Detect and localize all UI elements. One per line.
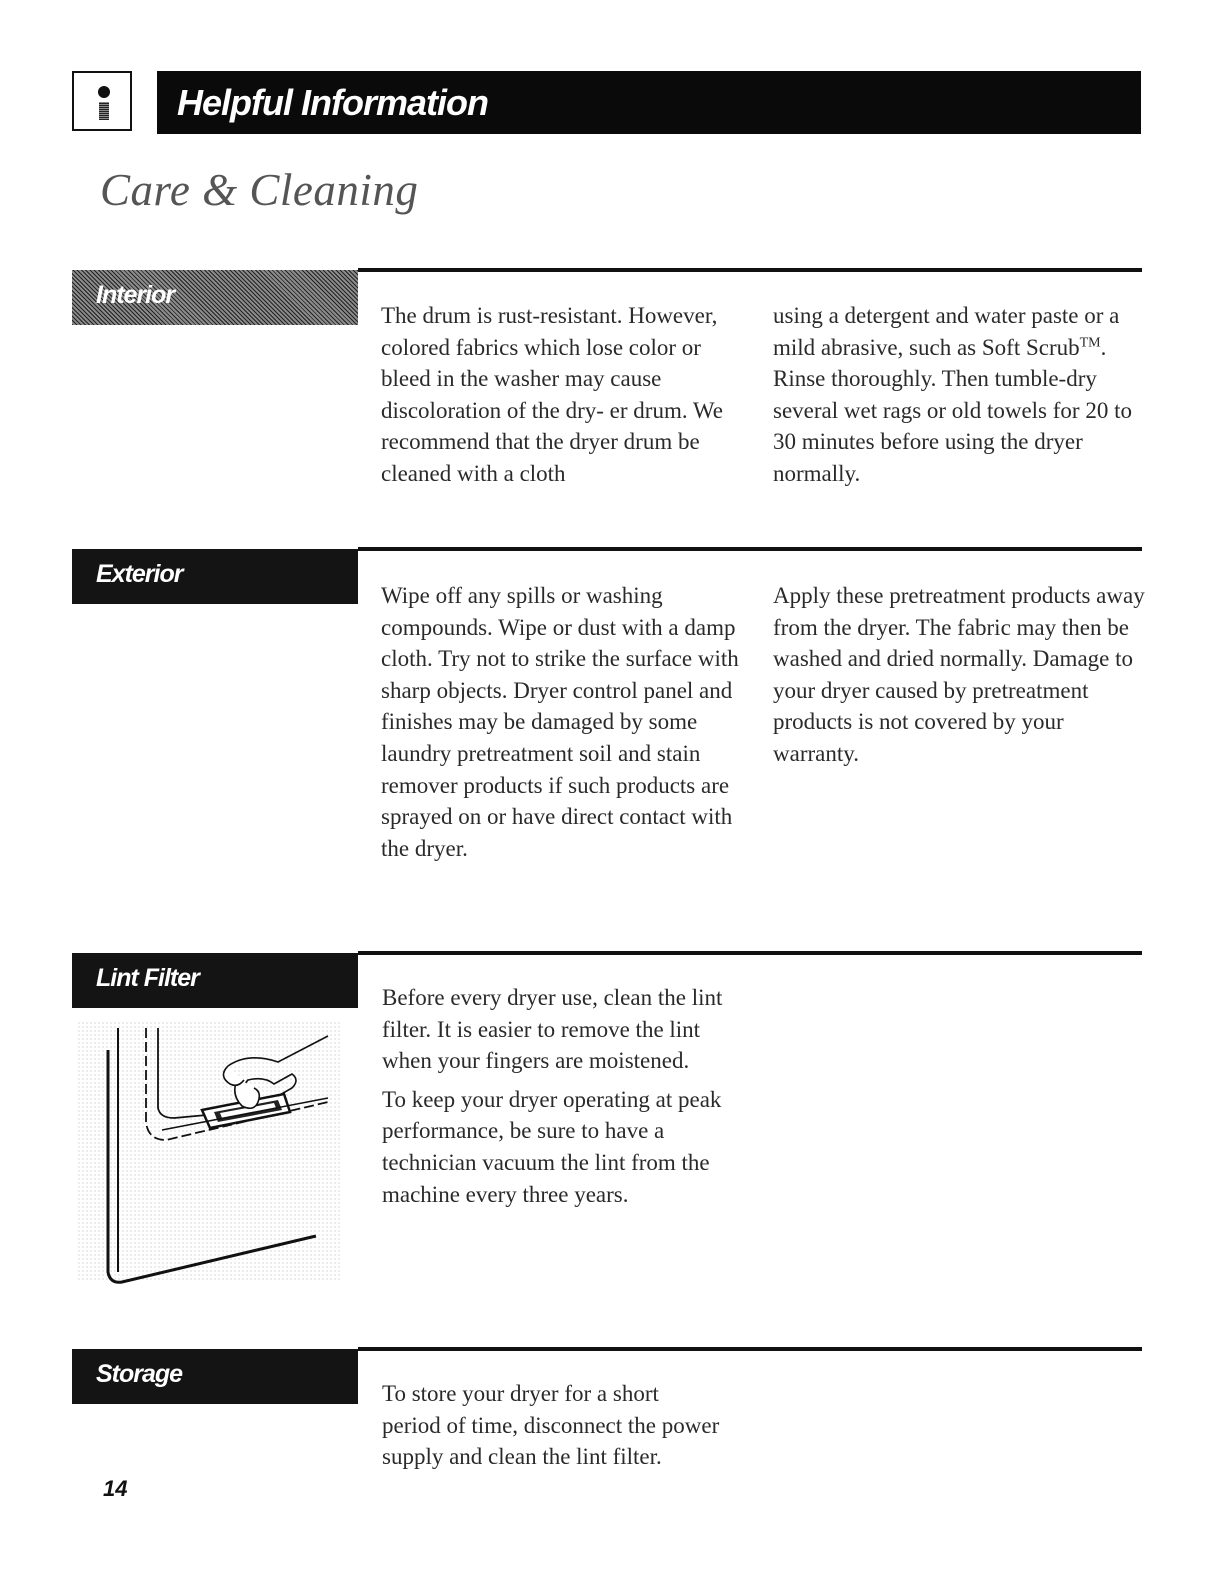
interior-text-col1 [381, 300, 749, 490]
lint-filter-paragraph-2: To keep your dryer operating at peak performance, be sure to have a technician vacuum the lint from the machine every three years. [382, 1086, 722, 1207]
interior-paragraph-1: The drum is rust-resistant. However, colored fabrics which lose color or bleed in the washer may cause discoloration of the dry- er drum. We recommend that the dryer drum be cleaned with a cloth [381, 303, 723, 486]
header-title: Helpful Information [157, 71, 1141, 134]
info-icon [72, 71, 132, 131]
section-tab-storage: Storage [72, 1349, 358, 1404]
section-rule-exterior [358, 547, 1142, 551]
exterior-paragraph-2: Apply these pretreatment products away from the dryer. The fabric may then be washed and dried normally. Damage to your dryer caused by pretreatment products is not covered by your warranty. [773, 583, 1145, 766]
exterior-text-col2 [773, 580, 1145, 770]
lint-filter-text [382, 982, 754, 1210]
lint-filter-paragraph-1: Before every dryer use, clean the lint filter. It is easier to remove the lint when your fingers are moistened. [382, 985, 723, 1074]
storage-text [382, 1378, 722, 1473]
section-rule-lint-filter [358, 951, 1142, 955]
exterior-paragraph-1: Wipe off any spills or washing compounds. Wipe or dust with a damp cloth. Try not to strike the surface with sharp objects. Dryer control panel and finishes may be damaged by some laundry pretreatment soil and stain remover products if such products are sprayed on or have direct contact with the dryer. [381, 583, 739, 861]
section-tab-lint-filter: Lint Filter [72, 953, 358, 1008]
interior-paragraph-2: using a detergent and water paste or a mild abrasive, such as Soft Scrub™. Rinse thoroughly. Then tumble-dry several wet rags or old towels for 20 to 30 minutes before using the dryer normally. [773, 303, 1132, 486]
page-number: 14 [103, 1476, 128, 1501]
lint-filter-illustration [78, 1022, 340, 1287]
interior-text-col2 [773, 300, 1133, 490]
section-rule-storage [358, 1347, 1142, 1351]
storage-paragraph: To store your dryer for a short period of time, disconnect the power supply and clean the lint filter. [382, 1381, 720, 1470]
page-title: Care & Cleaning [100, 165, 419, 215]
section-tab-exterior: Exterior [72, 549, 358, 604]
exterior-text-col1 [381, 580, 751, 864]
section-tab-interior: Interior [72, 270, 358, 325]
section-rule-interior [358, 268, 1142, 272]
